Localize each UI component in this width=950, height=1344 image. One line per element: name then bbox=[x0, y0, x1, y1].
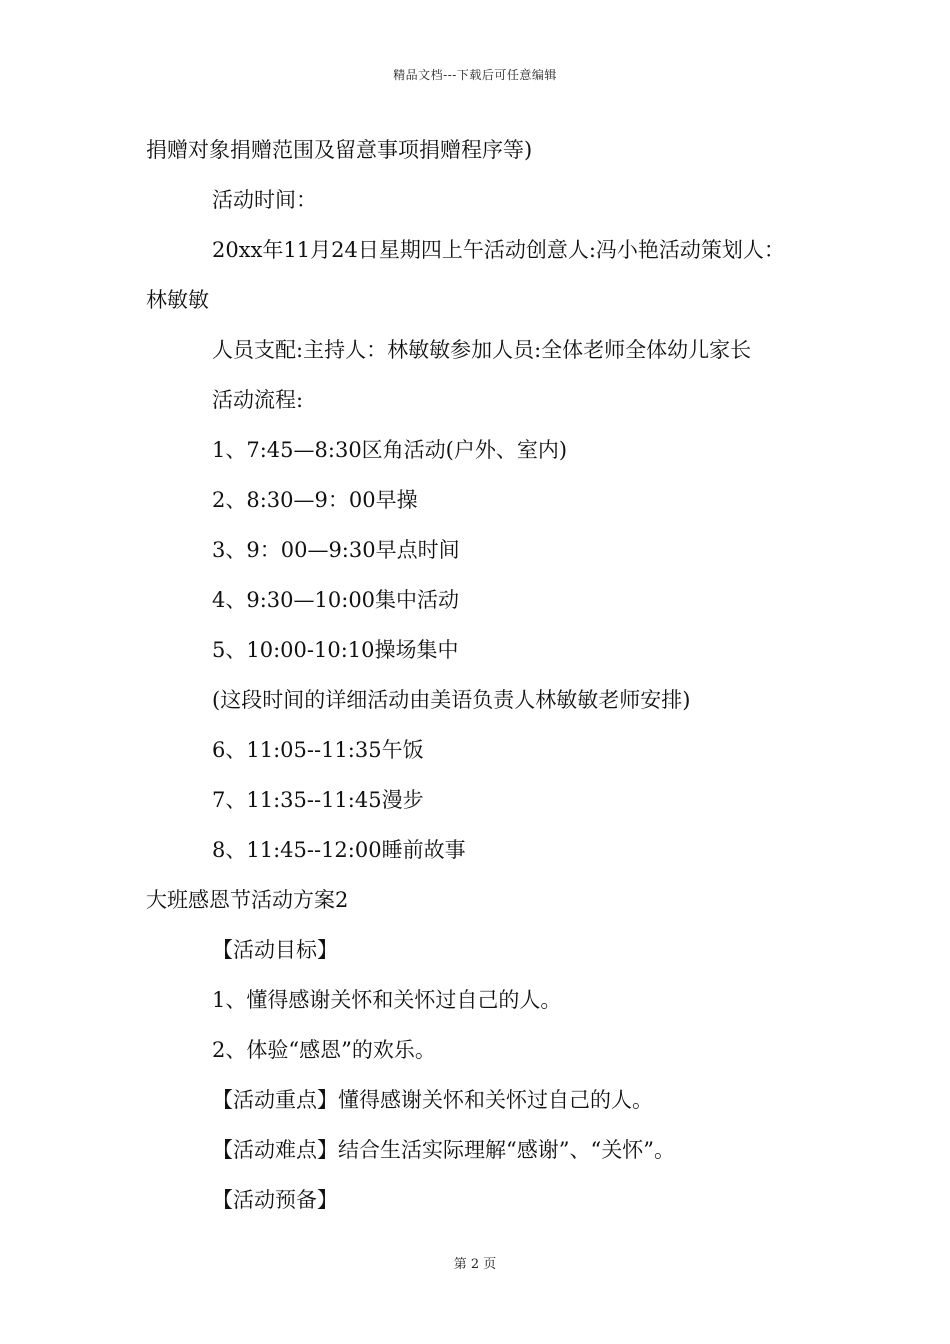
schedule-item: 8、11:45--12:00睡前故事 bbox=[212, 838, 466, 862]
paragraph-line: 【活动重点】懂得感谢关怀和关怀过自己的人。 bbox=[212, 1088, 653, 1112]
section-label: 【活动预备】 bbox=[212, 1188, 338, 1212]
paragraph-line: 20xx年11月24日星期四上午活动创意人:冯小艳活动策划人： bbox=[212, 238, 785, 262]
goal-item: 2、体验“感恩”的欢乐。 bbox=[212, 1038, 436, 1062]
schedule-item: 2、8:30—9：00早操 bbox=[212, 488, 418, 512]
schedule-item: 4、9:30—10:00集中活动 bbox=[212, 588, 460, 612]
paragraph-line: 【活动难点】结合生活实际理解“感谢”、“关怀”。 bbox=[212, 1138, 675, 1162]
goal-item: 1、懂得感谢关怀和关怀过自己的人。 bbox=[212, 988, 562, 1012]
section-label: 活动流程: bbox=[212, 388, 304, 412]
page-number: 第 2 页 bbox=[453, 1257, 497, 1272]
paragraph-line: 林敏敏 bbox=[146, 288, 209, 312]
paragraph-line: 捐赠对象捐赠范围及留意事项捐赠程序等) bbox=[146, 138, 533, 162]
schedule-item: 5、10:00-10:10操场集中 bbox=[212, 638, 459, 662]
paragraph-line: 活动时间： bbox=[212, 188, 317, 212]
schedule-item: 1、7:45—8:30区角活动(户外、室内) bbox=[212, 438, 568, 462]
schedule-note: (这段时间的详细活动由美语负责人林敏敏老师安排) bbox=[212, 688, 691, 712]
page-header: 精品文档---下载后可任意编辑 bbox=[393, 68, 557, 82]
paragraph-line: 人员支配:主持人：林敏敏参加人员:全体老师全体幼儿家长 bbox=[212, 338, 752, 362]
section-heading: 大班感恩节活动方案2 bbox=[146, 888, 349, 912]
schedule-item: 6、11:05--11:35午饭 bbox=[212, 738, 424, 762]
schedule-item: 3、9：00—9:30早点时间 bbox=[212, 538, 460, 562]
section-label: 【活动目标】 bbox=[212, 938, 338, 962]
document-body bbox=[146, 132, 836, 1232]
schedule-item: 7、11:35--11:45漫步 bbox=[212, 788, 424, 812]
